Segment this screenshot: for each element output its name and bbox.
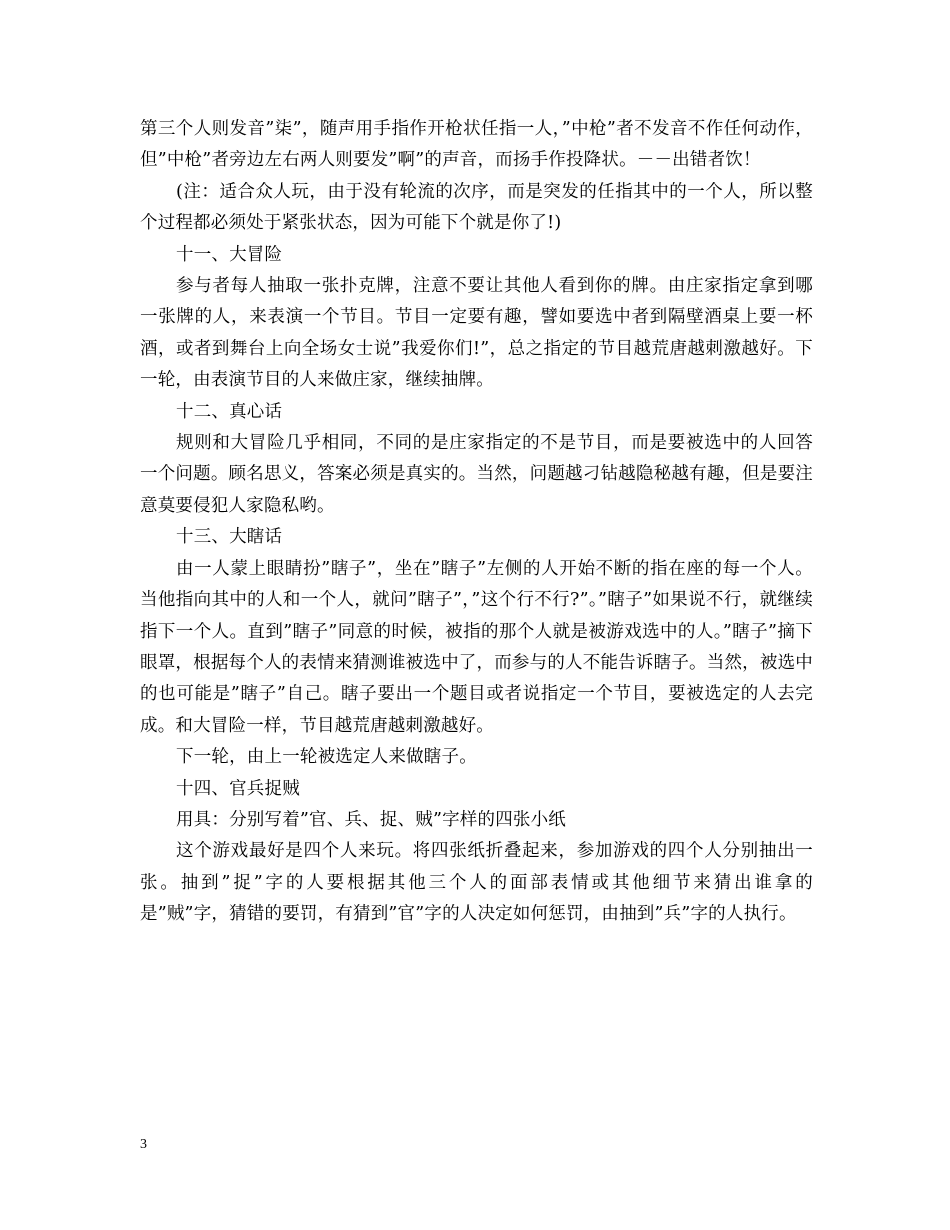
section-heading-11: 十一、大冒险 xyxy=(176,244,283,265)
paragraph: 参与者每人抽取一张扑克牌，注意不要让其他人看到你的牌。由庄家指定拿到哪一张牌的人，来表演一个节目。节目一定要有趣，譬如要选中者到隔壁酒桌上要一杯酒，或者到舞台上向全场女士说”我爱你们!”，总之指定的节目越荒唐越刺激越好。下一轮，由表演节目的人来做庄家，继续抽牌。 xyxy=(140,276,813,391)
paragraph: 规则和大冒险几乎相同，不同的是庄家指定的不是节目，而是要被选中的人回答一个问题。顾名思义，答案必须是真实的。当然，问题越刁钻越隐秘越有趣，但是要注意莫要侵犯人家隐私哟。 xyxy=(140,433,813,516)
paragraph: 由一人蒙上眼睛扮”瞎子”，坐在”瞎子”左侧的人开始不断的指在座的每一个人。当他指向其中的人和一个人，就问”瞎子”，”这个行不行?”。”瞎子”如果说不行，就继续指下一个人。直到”瞎子”同意的时候，被指的那个人就是被游戏选中的人。”瞎子”摘下眼罩，根据每个人的表情来猜测谁被选中了，而参与的人不能告诉瞎子。当然，被选中的也可能是”瞎子”自己。瞎子要出一个题目或者说指定一个节目，要被选定的人去完成。和大冒险一样，节目越荒唐越刺激越好。 xyxy=(140,558,813,736)
section-heading-14: 十四、官兵捉贼 xyxy=(176,778,300,799)
paragraph: 下一轮，由上一轮被选定人来做瞎子。 xyxy=(176,747,477,768)
section-heading-12: 十二、真心话 xyxy=(176,401,283,422)
section-heading-13: 十三、大瞎话 xyxy=(176,527,283,548)
paragraph-tools: 用具：分别写着”官、兵、捉、贼”字样的四张小纸 xyxy=(176,809,566,830)
page-number: 3 xyxy=(140,1137,147,1152)
paragraph: 第三个人则发音”柒”，随声用手指作开枪状任指一人，”中枪”者不发音不作任何动作，但”中枪”者旁边左右两人则要发”啊”的声音，而扬手作投降状。－－出错者饮！ xyxy=(140,119,813,171)
paragraph: 这个游戏最好是四个人来玩。将四张纸折叠起来，参加游戏的四个人分别抽出一张。抽到”捉”字的人要根据其他三个人的面部表情或其他细节来猜出谁拿的是”贼”字，猜错的要罚，有猜到”官”字的人决定如何惩罚，由抽到”兵”字的人执行。 xyxy=(140,841,813,925)
paragraph-note: (注：适合众人玩，由于没有轮流的次序，而是突发的任指其中的一个人，所以整个过程都必须处于紧张状态，因为可能下个就是你了!) xyxy=(140,181,813,234)
document-body xyxy=(140,114,813,931)
